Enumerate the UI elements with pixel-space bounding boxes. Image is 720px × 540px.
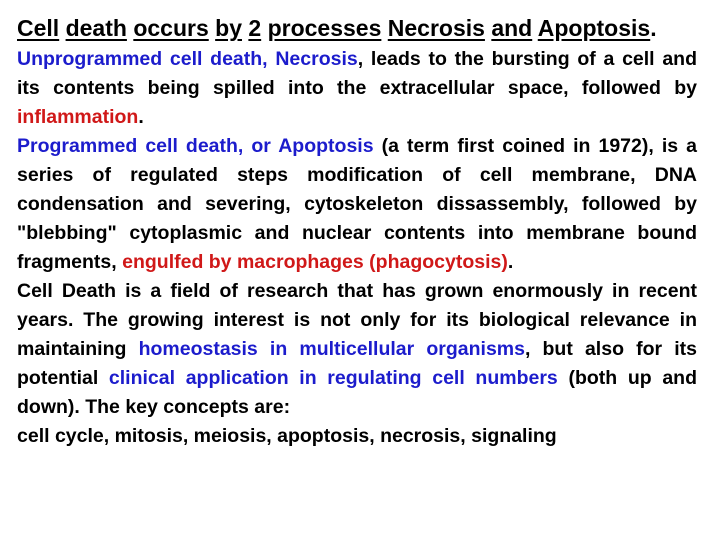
text-segment: engulfed by macrophages (phagocytosis) [122,251,508,273]
title-period: . [650,15,657,41]
text-segment: (a term first coined in 1972), is a series of regulated steps modification of cell membrane, DNA condensation and severing, cytoskeleton dissassembly, followed by "blebbing" cytoplasmic and nuclear contents into membrane bound fragments, [17,135,698,273]
title-word-and: and [491,15,533,41]
text-segment: Programmed cell death, or Apoptosis [17,135,374,157]
text-segment: cell cycle, mitosis, meiosis, apoptosis, necrosis, signaling [17,425,557,447]
text-segment: clinical application in regulating cell numbers [108,367,558,389]
text-segment: (both up and down). The key concepts are: [17,367,698,418]
paragraph-key-concepts [17,422,697,451]
title-word-occurs: occurs [133,15,209,41]
title-word-death: death [65,15,127,41]
slide [17,14,697,451]
paragraph-research [17,277,697,422]
slide-body [17,45,697,451]
text-segment: inflammation [17,106,139,128]
paragraph-necrosis [17,45,697,132]
title-word-necrosis: Necrosis [387,15,485,41]
text-segment: Cell Death is a field of research that has grown enormously in recent years. The growing interest is not only for its biological relevance in maintaining [17,280,697,360]
title-word-2: 2 [248,15,262,41]
text-segment: , but also for its potential [17,338,697,389]
text-segment: . [507,251,514,273]
title-word-cell: Cell [17,15,60,41]
title-word-by: by [215,15,242,41]
text-segment: homeostasis in multicellular organisms [138,338,525,360]
title-word-apoptosis: Apoptosis [537,15,651,41]
text-segment: , leads to the bursting of a cell and its contents being spilled into the extracellular space, followed by [17,48,697,99]
text-segment: Unprogrammed cell death, Necrosis [17,48,358,70]
paragraph-apoptosis [17,132,697,277]
title-word-processes: processes [267,15,382,41]
text-segment: . [138,106,144,128]
slide-title [17,14,697,43]
